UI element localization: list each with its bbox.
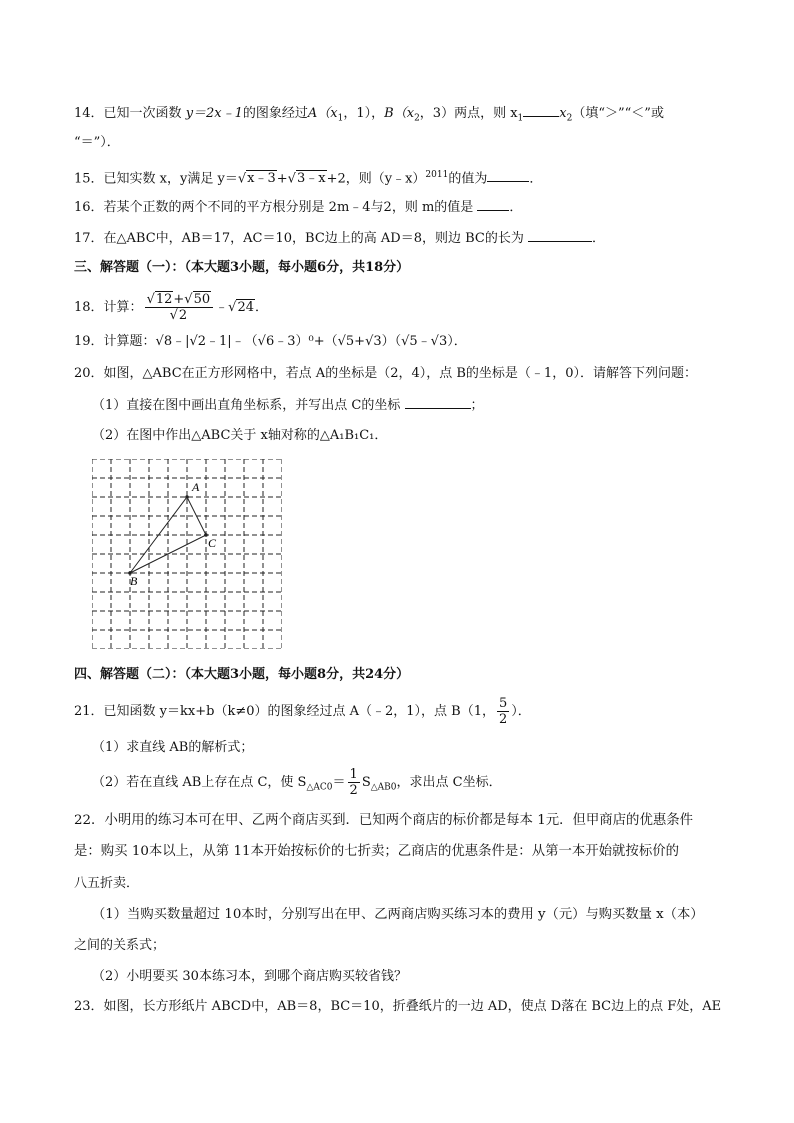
question-20: 20．如图，△ABC在正方形网格中，若点 A的坐标是（2，4），点 B的坐标是（﹣1，0）．请解答下列问题： xyxy=(74,366,697,381)
question-20-part2: （2）在图中作出△ABC关于 x轴对称的△A₁B₁C₁． xyxy=(92,428,388,443)
answer-blank[interactable] xyxy=(487,169,529,182)
fraction: $\frac{1}{2}$ xyxy=(349,767,358,798)
answer-blank[interactable] xyxy=(528,229,592,242)
question-21-part1: （1）求直线 AB的解析式； xyxy=(92,740,254,755)
fraction: $\frac{5}{2}$ xyxy=(499,696,508,727)
label-b: B xyxy=(130,574,138,588)
label-a: A xyxy=(192,480,200,494)
question-21: 21．已知函数 y＝kx+b（k≠0）的图象经过点 A（﹣2，1），点 B（1， $\frac{5}{2}$ ）． xyxy=(74,696,531,727)
point-a xyxy=(185,495,189,499)
question-17: 17．在△ABC中，AB＝17，AC＝10，BC边上的高 AD＝8，则边 BC的长为 ． xyxy=(74,231,606,246)
question-22-part2: （2）小明要买 30本练习本，到哪个商店购买较省钱？ xyxy=(92,969,407,984)
question-16: 16．若某个正数的两个不同的平方根分别是 2m﹣4与2，则 m的值是 ． xyxy=(74,200,523,215)
question-22-part1: （1）当购买数量超过 10本时，分别写出在甲、乙两商店购买练习本的费用 y（元）与购买数量 x（本） xyxy=(92,907,704,922)
question-18: 18．计算： $\frac{√12+√50}{√2}$ ﹣√24． xyxy=(74,292,269,323)
coordinate-grid-figure xyxy=(92,459,282,649)
question-14: 14．已知一次函数 y＝2x﹣1的图象经过$A(x_1$，1），$B(x_2$，3）两点，则 $x_1$ $x_2$（填“＞”“＜”或 xyxy=(74,106,664,124)
answer-blank[interactable] xyxy=(405,396,471,409)
question-22: 22．小明用的练习本可在甲、乙两个商店买到．已知两个商店的标价都是每本 1元．但甲商店的优惠条件 xyxy=(74,813,694,828)
section-3-heading: 三、解答题（一）：（本大题3小题，每小题6分，共18分） xyxy=(74,260,410,275)
answer-blank[interactable] xyxy=(477,198,509,211)
section-4-heading: 四、解答题（二）：（本大题3小题，每小题8分，共24分） xyxy=(74,667,410,682)
label-c: C xyxy=(208,536,217,550)
question-20-part1: （1）直接在图中画出直角坐标系，并写出点 C的坐标 ； xyxy=(92,398,484,413)
fraction: $\frac{√12+√50}{√2}$ xyxy=(145,292,214,323)
question-21-part2: （2）若在直线 AB上存在点 C，使 $S_{\triangle AC0}=$ $\frac{1}{2}$ $S_{\triangle AB0}$，求出点 C坐标． xyxy=(92,767,502,798)
question-22-part1-line2: 之间的关系式； xyxy=(74,938,166,953)
grid-lines xyxy=(92,459,282,649)
question-22-line2: 是：购买 10本以上，从第 11本开始按标价的七折卖；乙商店的优惠条件是：从第一本开始就按标价的 xyxy=(74,844,679,859)
question-23: 23．如图，长方形纸片 ABCD中，AB＝8，BC＝10，折叠纸片的一边 AD，使点 D落在 BC边上的点 F处，AE xyxy=(74,999,722,1014)
question-14-line2: “＝”）． xyxy=(74,135,120,150)
question-22-line3: 八五折卖． xyxy=(74,876,140,891)
question-19: 19．计算题：√8﹣|√2﹣1|﹣（√6﹣3）⁰+（√5+√3）（√5﹣√3）． xyxy=(74,334,467,349)
answer-blank[interactable] xyxy=(523,104,559,117)
question-15: 15．已知实数 x，y满足 y＝√x﹣3+√3﹣x+2，则（y﹣x）$^{2011}$的值为 ． xyxy=(74,170,543,187)
